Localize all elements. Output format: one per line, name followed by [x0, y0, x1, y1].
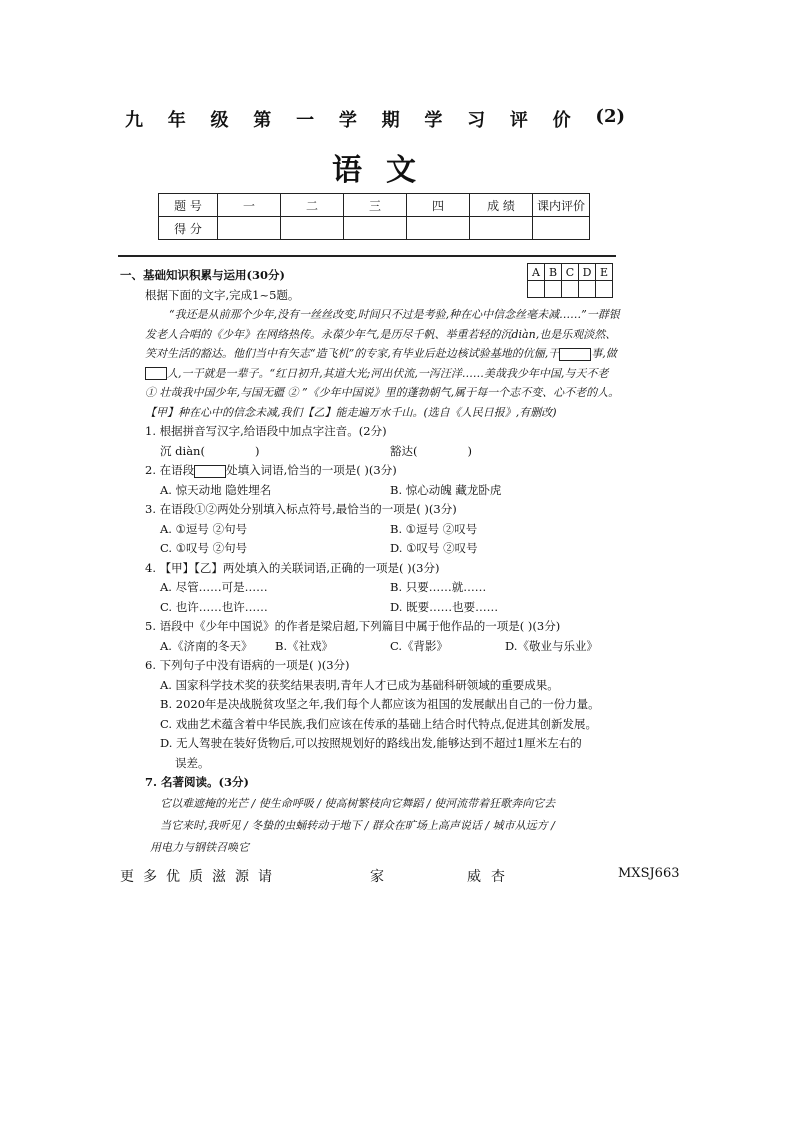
question-7: 7. 名著阅读。(3分)	[145, 775, 249, 789]
question-1-answers	[120, 442, 620, 462]
option-b[interactable]: B.《社戏》	[275, 638, 334, 653]
option-a[interactable]: A.《济南的冬天》	[160, 638, 253, 653]
title-char: 级	[210, 110, 229, 131]
score-cell: 得 分	[159, 217, 218, 240]
score-table	[158, 193, 590, 240]
score-input-cell[interactable]	[218, 217, 281, 240]
score-cell: 成 绩	[470, 194, 533, 217]
subject-title: 语文	[332, 153, 440, 188]
option-b[interactable]: B. ①逗号 ②叹号	[390, 521, 478, 536]
option-c[interactable]: C. ①叹号 ②句号	[160, 541, 248, 555]
option-d[interactable]: D. 无人驾驶在装好货物后,可以按照规划好的路线出发,能够达到不超过1厘米左右的	[160, 736, 582, 750]
section-title: 一、基础知识积累与运用(30分)	[120, 268, 285, 282]
poem-line: 用电力与钢铁召唤它	[150, 840, 249, 854]
question-3: 3. 在语段①②两处分别填入标点符号,最恰当的一项是( )(3分)	[145, 502, 457, 516]
option-a[interactable]: A. 惊天动地 隐姓埋名	[160, 482, 272, 497]
score-input-cell[interactable]	[281, 217, 344, 240]
option-d-continued: 误差。	[175, 755, 210, 770]
title-char: 学	[424, 110, 443, 131]
fill-blank-box[interactable]	[559, 348, 591, 361]
answer-slot[interactable]: 豁达( )	[390, 443, 472, 458]
section-intro: 根据下面的文字,完成1~5题。	[145, 287, 300, 302]
question-4-options	[120, 598, 620, 618]
score-input-cell[interactable]	[533, 217, 590, 240]
question-4-options	[120, 578, 620, 598]
score-cell: 课内评价	[533, 194, 590, 217]
poem-line: 当它来时,我听见 / 冬蛰的虫蛹转动于地下 / 群众在旷场上高声说话 / 城市从远方 /	[160, 818, 555, 832]
score-input-cell[interactable]	[407, 217, 470, 240]
title-char: 第	[253, 110, 272, 131]
score-cell: 四	[407, 194, 470, 217]
question-4: 4. 【甲】【乙】两处填入的关联词语,正确的一项是( )(3分)	[145, 560, 440, 575]
question-3-options	[120, 539, 620, 559]
title-char: 学	[338, 110, 357, 131]
title-char: 一	[296, 110, 315, 131]
footer-text: 家	[370, 869, 384, 885]
grade-label: B	[545, 264, 562, 281]
question-6: 6. 下列句子中没有语病的一项是( )(3分)	[145, 658, 350, 672]
option-d[interactable]: D. 既要……也要……	[390, 599, 499, 614]
score-cell: 一	[218, 194, 281, 217]
fill-blank-box[interactable]	[145, 367, 167, 380]
title-char: 习	[467, 110, 486, 131]
title-char: 期	[381, 110, 400, 131]
title-char: 九	[125, 110, 143, 131]
score-header-row	[159, 194, 590, 217]
question-1: 1. 根据拼音写汉字,给语段中加点字注音。(2分)	[145, 424, 387, 438]
score-cell: 二	[281, 194, 344, 217]
section-one	[120, 266, 620, 859]
footer-code: MXSJ663	[618, 866, 680, 881]
score-cell: 题 号	[159, 194, 218, 217]
option-d[interactable]: D. ①叹号 ②叹号	[390, 541, 478, 555]
score-value-row	[159, 217, 590, 240]
title-char: (2)	[595, 106, 625, 127]
option-a[interactable]: A. 国家科学技术奖的获奖结果表明,青年人才已成为基础科研领域的重要成果。	[160, 677, 559, 692]
grade-label: A	[528, 264, 545, 281]
grade-label: E	[596, 264, 613, 281]
option-b[interactable]: B. 2020年是决战脱贫攻坚之年,我们每个人都应该为祖国的发展献出自己的一份力量。	[160, 697, 600, 711]
question-5-options	[120, 637, 620, 657]
section-divider	[118, 255, 616, 257]
passage-text: “我还是从前那个少年,没有一丝丝改变,时间只不过是考验,种在心中信念丝毫未减……”一群银发老人合唱的《少年》在网络热传。永葆少年气,是历尽千帆、举重若轻的沉diàn,也是乐观淡然、笑对生活的豁达。他们当中有矢志“造飞机”的专家,有毕业后赴边核试验基地的伉俪,干	[145, 308, 620, 360]
exam-title	[125, 106, 625, 132]
title-char: 价	[552, 110, 571, 131]
option-c[interactable]: C. 也许……也许……	[160, 599, 268, 614]
option-b[interactable]: B. 惊心动魄 藏龙卧虎	[390, 482, 502, 497]
score-input-cell[interactable]	[470, 217, 533, 240]
option-d[interactable]: D.《敬业与乐业》	[505, 638, 598, 653]
grade-label: C	[562, 264, 579, 281]
passage-text: 事,做	[591, 347, 617, 360]
title-char: 年	[167, 110, 186, 131]
option-a[interactable]: A. 尽管……可是……	[160, 580, 268, 594]
option-c[interactable]: C. 戏曲艺术蕴含着中华民族,我们应该在传承的基础上结合时代特点,促进其创新发展。	[160, 716, 598, 731]
question-3-options	[120, 520, 620, 540]
passage-text: 人,一干就是一辈子。“红日初升,其道大光;河出伏流,一泻汪洋……美哉我少年中国,与天不老 ① 壮哉我中国少年,与国无疆 ② ”《少年中国说》里的蓬勃朝气,属于每一个志不变、心不老的人。【甲】种在心中的信念未减,我们【乙】能走遍万水千山。(选自《人民日报》,有删改)	[145, 366, 620, 419]
question-2: 2. 在语段 处填入词语,恰当的一项是( )(3分)	[145, 463, 397, 477]
score-cell: 三	[344, 194, 407, 217]
score-input-cell[interactable]	[344, 217, 407, 240]
reading-passage	[120, 305, 620, 422]
option-a[interactable]: A. ①逗号 ②句号	[160, 521, 248, 536]
footer-text: 更多优质滋源请	[120, 869, 281, 885]
question-5: 5. 语段中《少年中国说》的作者是梁启超,下列篇目中属于他作品的一项是( )(3分)	[145, 619, 561, 633]
grade-label: D	[579, 264, 596, 281]
title-char: 评	[509, 110, 528, 131]
footer-text: 威杏	[467, 869, 515, 885]
answer-slot[interactable]: 沉 diàn( )	[160, 443, 260, 458]
fill-blank-box	[194, 465, 226, 478]
question-2-options	[120, 481, 620, 501]
option-b[interactable]: B. 只要……就……	[390, 580, 487, 594]
poem-line: 它以难遮掩的光芒 / 使生命呼吸 / 使高树繁枝向它舞蹈 / 使河流带着狂歌奔向它去	[160, 796, 556, 810]
option-c[interactable]: C.《背影》	[390, 638, 449, 653]
